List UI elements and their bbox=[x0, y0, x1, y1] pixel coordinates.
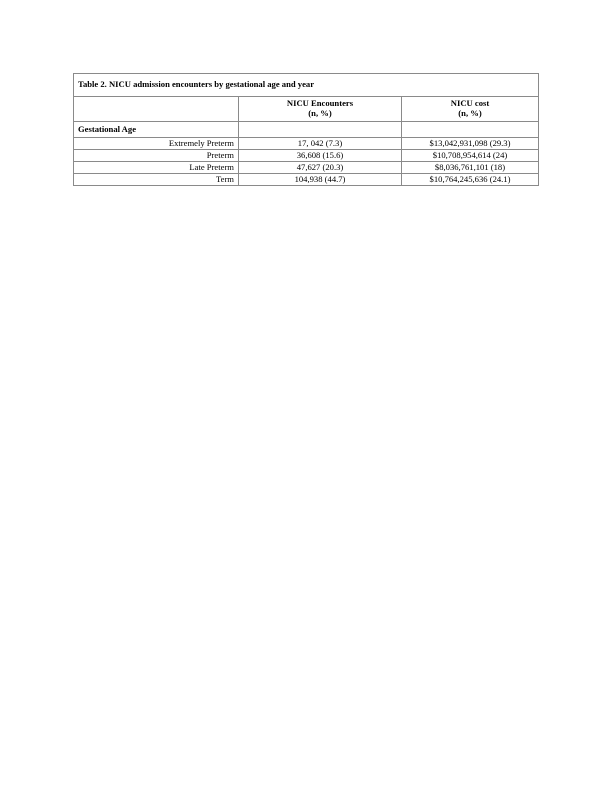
encounters-value: 47,627 (20.3) bbox=[239, 162, 402, 174]
header-cell-nicu-encounters bbox=[239, 97, 402, 122]
cost-value: $10,764,245,636 (24.1) bbox=[402, 174, 539, 186]
row-label: Preterm bbox=[74, 150, 239, 162]
section-empty-cell bbox=[402, 122, 539, 138]
table-header-row bbox=[74, 97, 539, 122]
header-nicu-encounters-line1: NICU Encounters bbox=[286, 98, 354, 109]
encounters-value: 104,938 (44.7) bbox=[239, 174, 402, 186]
encounters-value: 17, 042 (7.3) bbox=[239, 138, 402, 150]
header-nicu-encounters-line2: (n, %) bbox=[308, 108, 332, 118]
row-label: Late Preterm bbox=[74, 162, 239, 174]
section-row-gestational-age bbox=[74, 122, 539, 138]
header-nicu-cost-line2: (n, %) bbox=[458, 108, 482, 118]
header-nicu-cost-line1: NICU cost bbox=[450, 98, 490, 109]
nicu-admission-table bbox=[73, 73, 539, 186]
section-empty-cell bbox=[239, 122, 402, 138]
cost-value: $10,708,954,614 (24) bbox=[402, 150, 539, 162]
cost-value: $8,036,761,101 (18) bbox=[402, 162, 539, 174]
table-row bbox=[74, 174, 539, 186]
table-row bbox=[74, 150, 539, 162]
encounters-value: 36,608 (15.6) bbox=[239, 150, 402, 162]
section-label: Gestational Age bbox=[74, 122, 239, 138]
row-label: Term bbox=[74, 174, 239, 186]
table-row bbox=[74, 138, 539, 150]
table-row bbox=[74, 162, 539, 174]
header-cell-nicu-cost bbox=[402, 97, 539, 122]
header-cell-empty bbox=[74, 97, 239, 122]
table-caption-row bbox=[74, 74, 539, 97]
cost-value: $13,042,931,098 (29.3) bbox=[402, 138, 539, 150]
row-label: Extremely Preterm bbox=[74, 138, 239, 150]
table-caption: Table 2. NICU admission encounters by gestational age and year bbox=[74, 74, 539, 97]
